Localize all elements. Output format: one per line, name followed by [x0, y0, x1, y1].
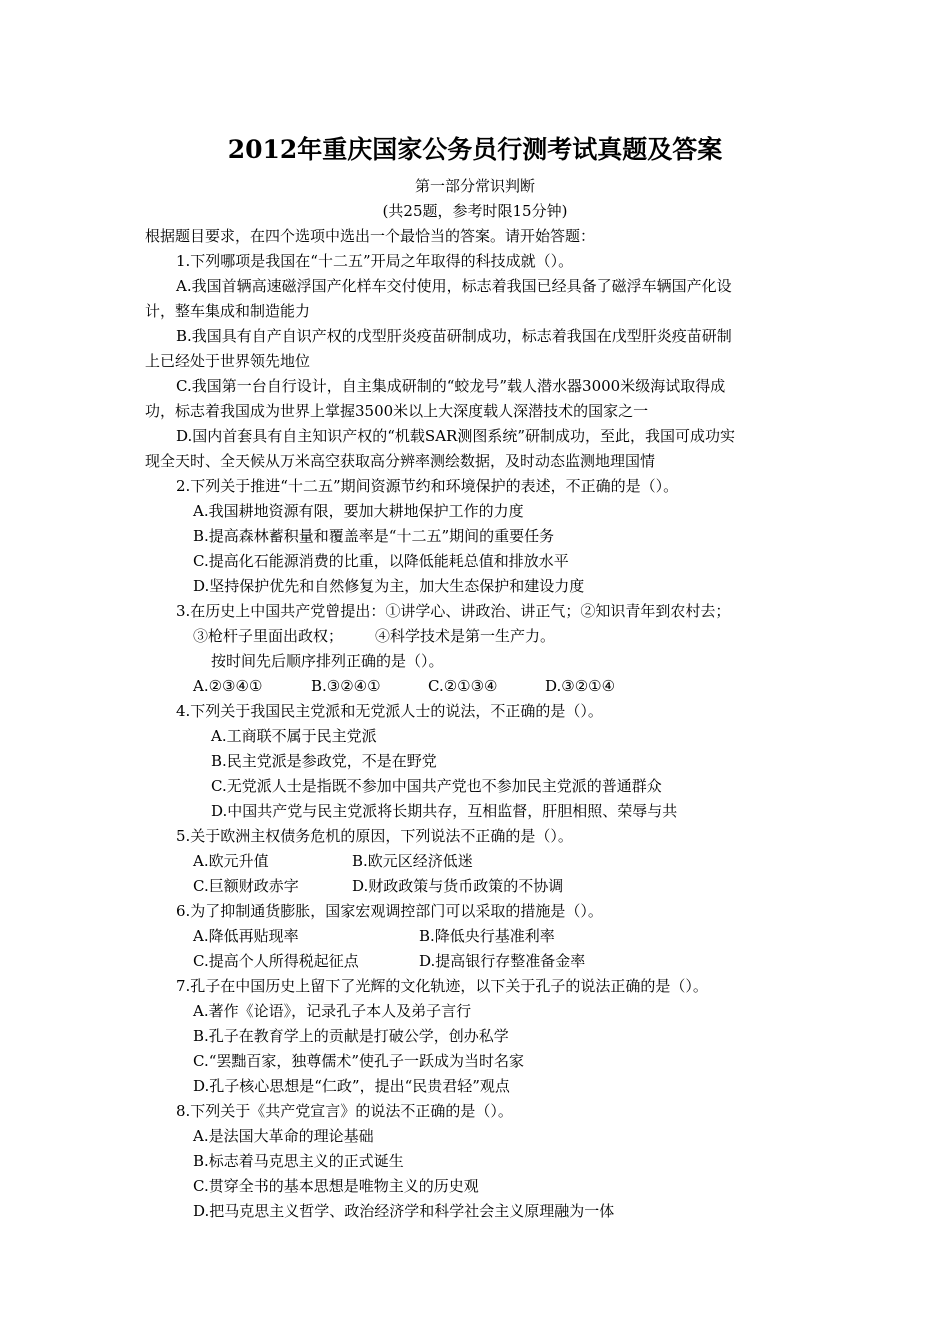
question-2-option-d: D.坚持保护优先和自然修复为主，加大生态保护和建设力度 — [193, 577, 585, 595]
question-1-option-b: B.我国具有自产自识产权的戊型肝炎疫苗研制成功，标志着我国在戊型肝炎疫苗研制 — [176, 327, 732, 345]
question-3-option-b: B.③②④① — [311, 677, 381, 695]
question-5-option-d: D.财政政策与货币政策的不协调 — [352, 877, 564, 895]
question-7-option-a: A.著作《论语》，记录孔子本人及弟子言行 — [193, 1002, 472, 1020]
question-3-item-3: ③枪杆子里面出政权； — [193, 627, 344, 645]
question-4-option-b: B.民主党派是参政党，不是在野党 — [211, 752, 437, 770]
question-3-stem: 3.在历史上中国共产党曾提出：①讲学心、讲政治、讲正气；②知识青年到农村去； — [176, 602, 731, 620]
document-title: 2012年重庆国家公务员行测考试真题及答案 — [227, 135, 723, 164]
question-8-option-b: B.标志着马克思主义的正式诞生 — [193, 1152, 404, 1170]
question-2-stem: 2.下列关于推进“十二五”期间资源节约和环境保护的表述，不正确的是（）。 — [176, 477, 679, 495]
question-2-option-c: C.提高化石能源消费的比重，以降低能耗总值和排放水平 — [193, 552, 569, 570]
question-4-option-a: A.工商联不属于民主党派 — [211, 727, 377, 745]
question-4-stem: 4.下列关于我国民主党派和无党派人士的说法，不正确的是（）。 — [176, 702, 603, 720]
question-7-option-d: D.孔子核心思想是“仁政”，提出“民贵君轻”观点 — [193, 1077, 510, 1095]
part-subtitle: (共25题，参考时限15分钟) — [382, 202, 568, 220]
question-8-stem: 8.下列关于《共产党宣言》的说法不正确的是（）。 — [176, 1102, 513, 1120]
question-2-option-a: A.我国耕地资源有限，要加大耕地保护工作的力度 — [193, 502, 524, 520]
question-7-option-b: B.孔子在教育学上的贡献是打破公学，创办私学 — [193, 1027, 509, 1045]
question-3-option-a: A.②③④① — [193, 677, 263, 695]
question-5-option-b: B.欧元区经济低迷 — [352, 852, 473, 870]
part-heading: 第一部分常识判断 — [414, 177, 535, 195]
question-6-option-d: D.提高银行存整准备金率 — [419, 952, 586, 970]
question-7-stem: 7.孔子在中国历史上留下了光辉的文化轨迹，以下关于孔子的说法正确的是（）。 — [176, 977, 708, 995]
question-8-option-d: D.把马克思主义哲学、政治经济学和科学社会主义原理融为一体 — [193, 1202, 615, 1220]
instructions: 根据题目要求，在四个选项中选出一个最恰当的答案。请开始答题： — [145, 227, 596, 245]
question-4-option-d: D.中国共产党与民主党派将长期共存，互相监督，肝胆相照、荣辱与共 — [211, 802, 678, 820]
question-7-option-c: C.“罢黜百家，独尊儒术”使孔子一跃成为当时名家 — [193, 1052, 525, 1070]
question-1-option-b-cont: 上已经处于世界领先地位 — [145, 352, 311, 370]
question-5-option-c: C.巨额财政赤字 — [193, 877, 299, 895]
question-1-option-a: A.我国首辆高速磁浮国产化样车交付使用，标志着我国已经具备了磁浮车辆国产化设 — [176, 277, 732, 295]
question-3-option-c: C.②①③④ — [428, 677, 498, 695]
question-1-option-c: C.我国第一台自行设计，自主集成研制的“蛟龙号”载人潜水器3000米级海试取得成 — [176, 377, 726, 395]
question-6-option-b: B.降低央行基准利率 — [419, 927, 555, 945]
question-3-prompt: 按时间先后顺序排列正确的是（）。 — [211, 652, 444, 670]
question-3-option-d: D.③②①④ — [545, 677, 616, 695]
question-8-option-a: A.是法国大革命的理论基础 — [193, 1127, 374, 1145]
question-6-stem: 6.为了抑制通货膨胀，国家宏观调控部门可以采取的措施是（）。 — [176, 902, 603, 920]
question-4-option-c: C.无党派人士是指既不参加中国共产党也不参加民主党派的普通群众 — [211, 777, 662, 795]
question-3-stem-cont — [193, 626, 555, 646]
question-6-option-c: C.提高个人所得税起征点 — [193, 952, 359, 970]
question-1-stem: 1.下列哪项是我国在“十二五”开局之年取得的科技成就（）。 — [176, 252, 574, 270]
question-1-option-c-cont: 功，标志着我国成为世界上掌握3500米以上大深度载人深潜技术的国家之一 — [145, 402, 649, 420]
question-5-stem: 5.关于欧洲主权债务危机的原因，下列说法不正确的是（）。 — [176, 827, 573, 845]
question-1-option-d: D.国内首套具有自主知识产权的“机载SAR测图系统”研制成功，至此，我国可成功实 — [176, 427, 736, 445]
question-8-option-c: C.贯穿全书的基本思想是唯物主义的历史观 — [193, 1177, 479, 1195]
question-1-option-d-cont: 现全天时、全天候从万米高空获取高分辨率测绘数据，及时动态监测地理国情 — [145, 452, 656, 470]
question-5-option-a: A.欧元升值 — [193, 852, 269, 870]
question-1-option-a-cont: 计，整车集成和制造能力 — [145, 302, 311, 320]
question-6-option-a: A.降低再贴现率 — [193, 927, 299, 945]
question-2-option-b: B.提高森林蓄积量和覆盖率是“十二五”期间的重要任务 — [193, 527, 555, 545]
question-3-item-4: ④科学技术是第一生产力。 — [375, 627, 556, 645]
